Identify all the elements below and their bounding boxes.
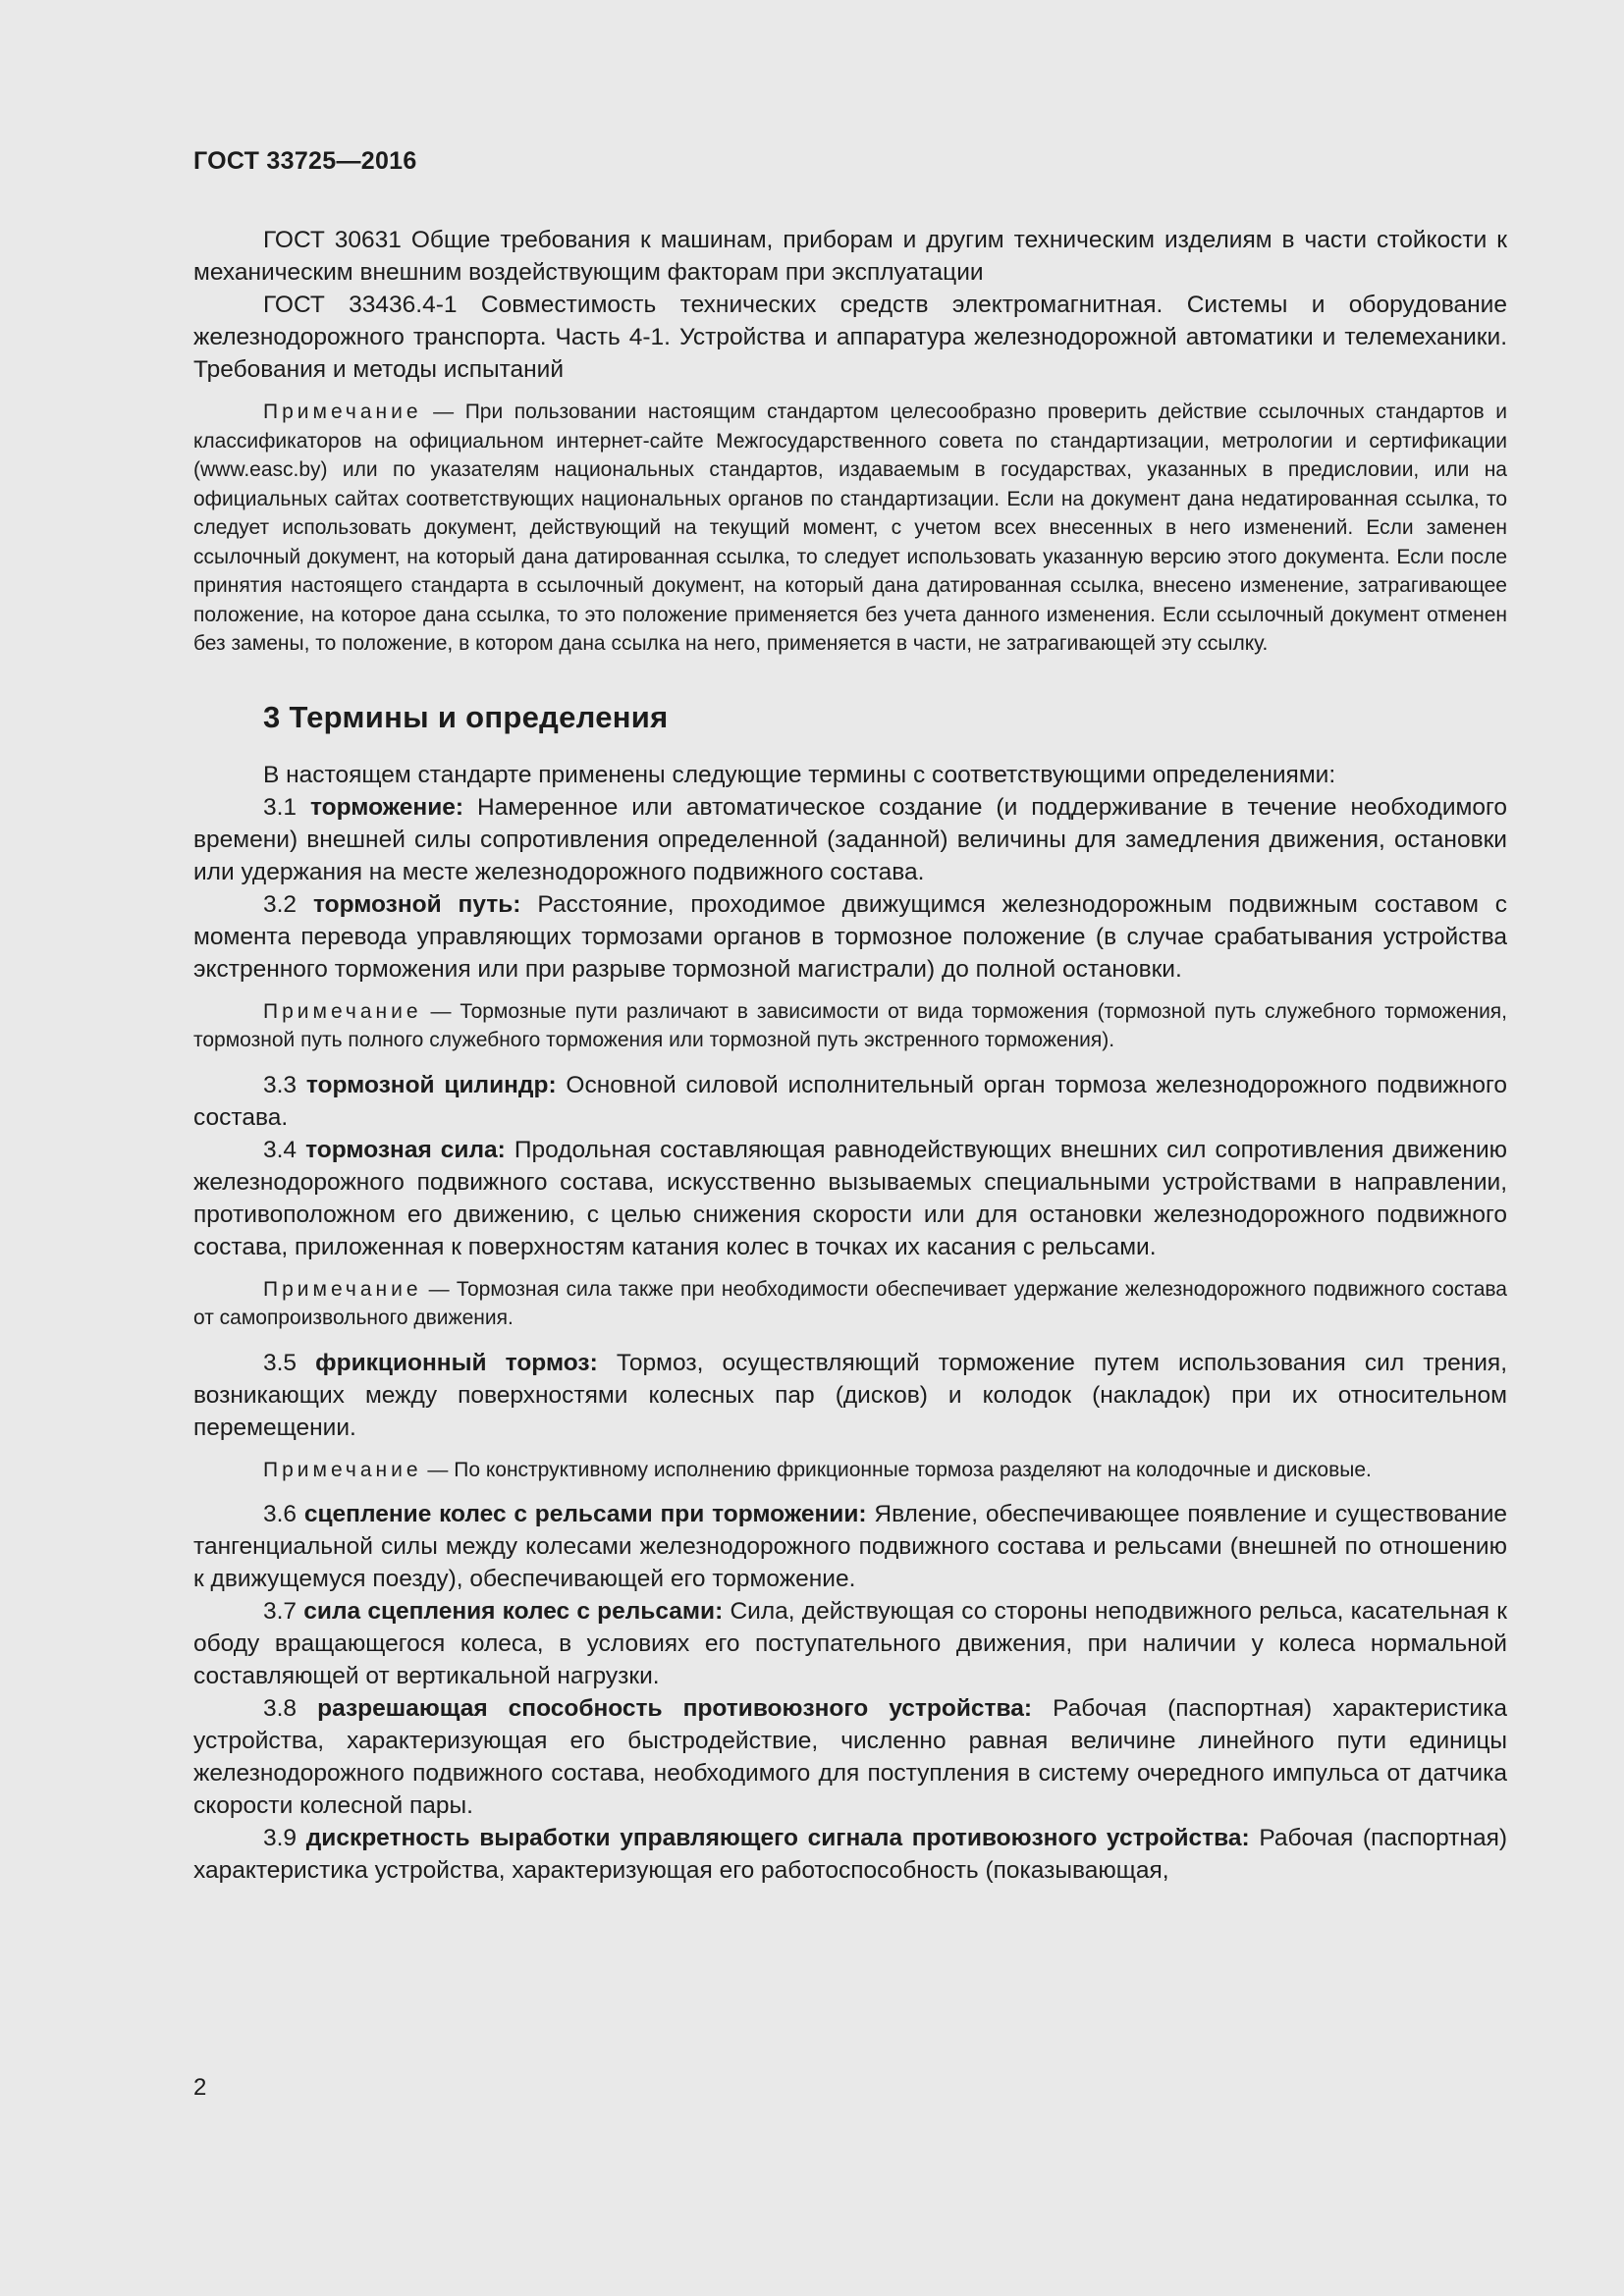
document-header: ГОСТ 33725—2016 bbox=[193, 147, 417, 175]
note-dash: — bbox=[421, 1458, 455, 1481]
term-text: Рабочая (паспортная) характеристика устройства, характеризующая его быстродействие, численно равная величине линейного пути единицы железнодорожного подвижного состава, необходимого для поступления в систему очередного импульса от датчика скорости колесной пары. bbox=[193, 1695, 1507, 1819]
term-number: 3.9 bbox=[263, 1825, 298, 1851]
term-number: 3.8 bbox=[263, 1695, 298, 1722]
term-note bbox=[193, 997, 1507, 1055]
note-label: Примечание bbox=[263, 999, 422, 1023]
note-text: При пользовании настоящим стандартом целесообразно проверить действие ссылочных стандартов и классификаторов на официальном интернет-сайте Межгосударственного совета по стандартизации, метрологии и сертификации (www.easc.by) или по указателям национальных стандартов, издаваемым в государствах, указанных в предисловии, или на официальных сайтах соответствующих национальных органов по стандартизации. Если на документ дана недатированная ссылка, то следует использовать документ, действующий на текущий момент, с учетом всех внесенных в него изменений. Если заменен ссылочный документ, на который дана датированная ссылка, то следует использовать указанную версию этого документа. Если после принятия настоящего стандарта в ссылочный документ, на который дана датированная ссылка, внесено изменение, затрагивающее положение, на которое дана ссылка, то это положение применяется без учета данного изменения. Если ссылочный документ отменен без замены, то положение, в котором дана ссылка на него, применяется в части, не затрагивающей эту ссылку. bbox=[193, 400, 1507, 655]
term-name: дискретность выработки управляющего сигнала противоюзного устройства: bbox=[305, 1825, 1250, 1851]
term-note bbox=[193, 1456, 1507, 1485]
term-number: 3.6 bbox=[263, 1501, 298, 1527]
term-name: сцепление колес с рельсами при торможении: bbox=[303, 1501, 867, 1527]
term-definition bbox=[193, 1692, 1507, 1822]
note-label: Примечание bbox=[263, 400, 422, 423]
term-text: Явление, обеспечивающее появление и существование тангенциальной силы между колесами железнодорожного подвижного состава и рельсами (внешней по отношению к движущемуся поезду), обеспечивающей его торможение. bbox=[193, 1501, 1508, 1592]
note-dash: — bbox=[421, 400, 465, 423]
note-dash: — bbox=[421, 1277, 457, 1301]
term-number: 3.7 bbox=[263, 1598, 298, 1625]
reference-item: ГОСТ 30631 Общие требования к машинам, приборам и другим техническим изделиям в части стойкости к механическим внешним воздействующим факторам при эксплуатации bbox=[193, 227, 1507, 286]
term-text: Продольная составляющая равнодействующих внешних сил сопротивления движению железнодорожного подвижного состава, искусственно вызываемых специальными устройствами в направлении, противоположном его движению, с целью снижения скорости или для остановки железнодорожного подвижного состава, приложенная к поверхностям катания колес в точках их касания с рельсами. bbox=[193, 1136, 1508, 1260]
note-label: Примечание bbox=[263, 1277, 422, 1301]
term-definition bbox=[193, 1822, 1507, 1887]
section-intro: В настоящем стандарте применены следующие термины с соответствующими определениями: bbox=[263, 761, 1336, 788]
note-text: По конструктивному исполнению фрикционные тормоза разделяют на колодочные и дисковые. bbox=[454, 1458, 1372, 1481]
page-number: 2 bbox=[193, 2074, 207, 2101]
term-text: Рабочая (паспортная) характеристика устройства, характеризующая его работоспособность (показывающая, bbox=[193, 1825, 1508, 1884]
note-label: Примечание bbox=[263, 1458, 422, 1481]
term-name: тормозная сила: bbox=[305, 1136, 506, 1163]
term-text: Сила, действующая со стороны неподвижного рельса, касательная к ободу вращающегося колеса, в условиях его поступательного движения, при наличии у колеса нормальной составляющей от вертикальной нагрузки. bbox=[193, 1598, 1507, 1689]
term-definition bbox=[193, 1595, 1507, 1692]
references-note bbox=[193, 398, 1507, 659]
term-text: Намеренное или автоматическое создание (и поддерживание в течение необходимого времени) внешней силы сопротивления определенной (заданной) величины для замедления движения, остановки или удержания на месте железнодорожного подвижного состава. bbox=[193, 793, 1508, 885]
term-definition bbox=[193, 888, 1507, 986]
term-name: сила сцепления колес с рельсами: bbox=[303, 1598, 724, 1625]
term-number: 3.5 bbox=[263, 1349, 298, 1376]
term-definition bbox=[193, 1069, 1507, 1134]
term-text: Тормоз, осуществляющий торможение путем использования сил трения, возникающих между поверхностями колесных пар (дисков) и колодок (накладок) при их относительном перемещении. bbox=[193, 1349, 1507, 1441]
term-definition bbox=[193, 1498, 1507, 1595]
term-note bbox=[193, 1275, 1507, 1333]
term-number: 3.3 bbox=[263, 1071, 298, 1098]
term-name: тормозной путь: bbox=[312, 890, 521, 918]
term-definition bbox=[193, 1347, 1507, 1444]
term-name: торможение: bbox=[310, 793, 464, 821]
note-dash: — bbox=[421, 999, 460, 1023]
section-title: 3 Термины и определения bbox=[263, 699, 669, 734]
term-definition bbox=[193, 1134, 1507, 1263]
term-name: фрикционный тормоз: bbox=[315, 1349, 598, 1376]
term-number: 3.1 bbox=[263, 793, 298, 821]
term-text: Основной силовой исполнительный орган тормоза железнодорожного подвижного состава. bbox=[193, 1071, 1507, 1131]
term-number: 3.4 bbox=[263, 1136, 298, 1163]
term-text: Расстояние, проходимое движущимся железнодорожным подвижным составом с момента перевода управляющих тормозами органов в тормозное положение (в случае срабатывания устройства экстренного торможения или при разрыве тормозной магистрали) до полной остановки. bbox=[193, 890, 1508, 983]
note-text: Тормозная сила также при необходимости обеспечивает удержание железнодорожного подвижного состава от самопроизвольного движения. bbox=[193, 1277, 1507, 1329]
term-name: тормозной цилиндр: bbox=[305, 1071, 557, 1098]
reference-item: ГОСТ 33436.4-1 Совместимость технических средств электромагнитная. Системы и оборудование железнодорожного транспорта. Часть 4-1. Устройства и аппаратура железнодорожной автоматики и телемеханики. Требования и методы испытаний bbox=[193, 292, 1507, 383]
term-definition bbox=[193, 791, 1507, 888]
term-number: 3.2 bbox=[263, 890, 298, 918]
note-text: Тормозные пути различают в зависимости от вида торможения (тормозной путь служебного торможения, тормозной путь полного служебного торможения или тормозной путь экстренного торможения). bbox=[193, 999, 1508, 1051]
page-content bbox=[193, 224, 1507, 1887]
term-name: разрешающая способность противоюзного устройства: bbox=[317, 1695, 1033, 1722]
